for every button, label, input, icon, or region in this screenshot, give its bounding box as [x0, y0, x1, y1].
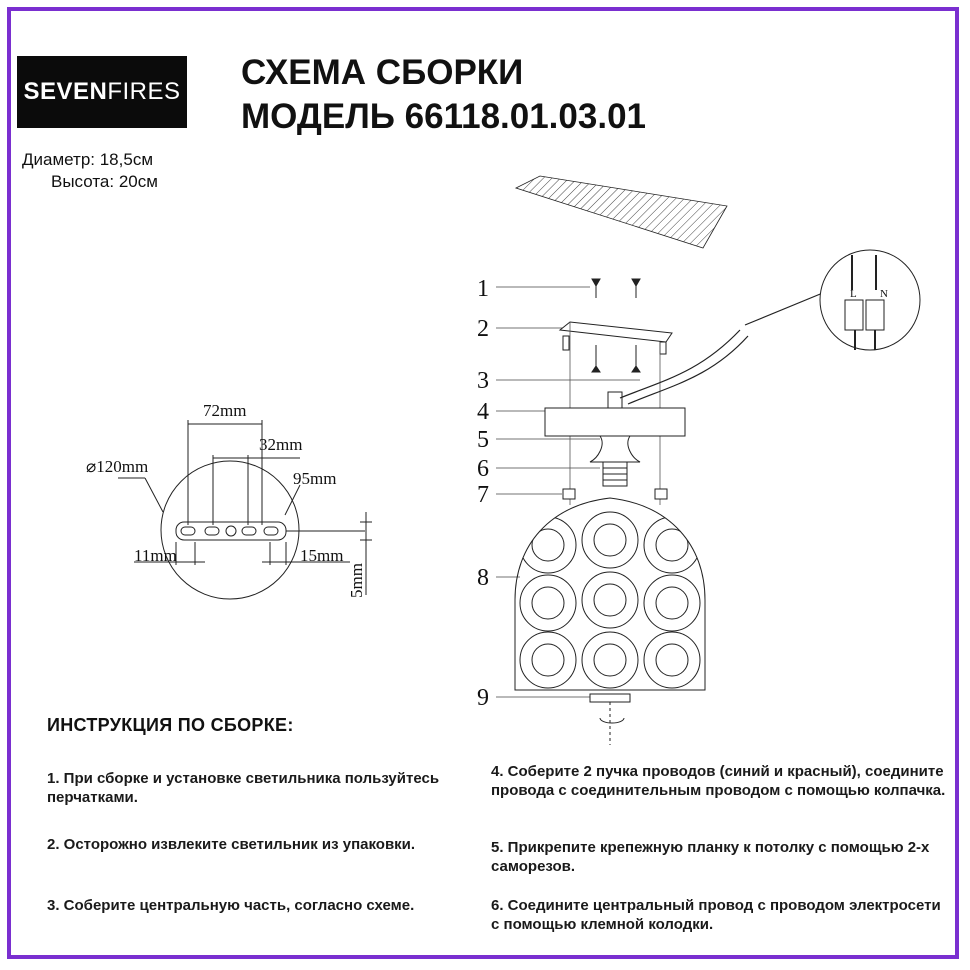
- instruction-step-6: 6. Соедините центральный провод с проводом электросети с помощью клемной колодки.: [491, 897, 941, 933]
- nuts: [563, 489, 667, 499]
- supply-wire: [620, 290, 830, 404]
- part-number-8: 8: [477, 565, 489, 591]
- part-number-9: 9: [477, 685, 489, 711]
- part-number-3: 3: [477, 368, 489, 394]
- dim-5: 5mm: [347, 563, 366, 598]
- plate-bar: [176, 522, 286, 540]
- dim-diameter-120: ⌀120mm: [86, 457, 149, 476]
- part-number-2: 2: [477, 316, 489, 342]
- part-number-6: 6: [477, 456, 489, 482]
- height-label: Высота: 20см: [51, 172, 158, 191]
- dim-72: 72mm: [203, 401, 247, 420]
- part-numbers: [477, 276, 489, 711]
- terminal-detail: [820, 250, 920, 350]
- plate-slot-right: [264, 527, 278, 535]
- logo-fires: FIRES: [107, 78, 181, 105]
- terminal-l: L: [850, 288, 857, 300]
- plate-slot-mid1: [205, 527, 219, 535]
- plate-center-hole: [226, 526, 236, 536]
- plate-slot-mid2: [242, 527, 256, 535]
- part-number-5: 5: [477, 427, 489, 453]
- model-title: МОДЕЛЬ 66118.01.03.01: [241, 97, 646, 136]
- plate-detail: [118, 420, 372, 599]
- plate-dimension-labels: [86, 401, 366, 598]
- page-title: СХЕМА СБОРКИ: [241, 53, 524, 92]
- dim-95: 95mm: [293, 469, 337, 488]
- part-number-1: 1: [477, 276, 489, 302]
- part-number-4: 4: [477, 399, 489, 425]
- part-number-7: 7: [477, 482, 489, 508]
- logo-seven: SEVEN: [23, 78, 108, 105]
- instruction-step-3: 3. Соберите центральную часть, согласно схеме.: [47, 897, 415, 914]
- plate-slot-left: [181, 527, 195, 535]
- bottom-cap: [590, 694, 630, 745]
- terminal-n: N: [880, 288, 888, 300]
- instructions-heading: ИНСТРУКЦИЯ ПО СБОРКЕ:: [47, 715, 294, 735]
- instruction-step-1: 1. При сборке и установке светильника пользуйтесь перчатками.: [47, 770, 440, 806]
- instruction-step-4: 4. Соберите 2 пучка проводов (синий и красный), соедините провода с соединительным проводом с помощью колпачка.: [491, 763, 946, 799]
- dim-11: 11mm: [134, 546, 177, 565]
- lamp-shade: [515, 498, 705, 690]
- instruction-step-5: 5. Прикрепите крепежную планку к потолку с помощью 2-х саморезов.: [491, 839, 930, 875]
- dim-32: 32mm: [259, 435, 303, 454]
- ceiling: [516, 176, 727, 248]
- diameter-label: Диаметр: 18,5см: [22, 150, 154, 169]
- instruction-step-2: 2. Осторожно извлеките светильник из упаковки.: [47, 836, 416, 853]
- dim-15: 15mm: [300, 546, 344, 565]
